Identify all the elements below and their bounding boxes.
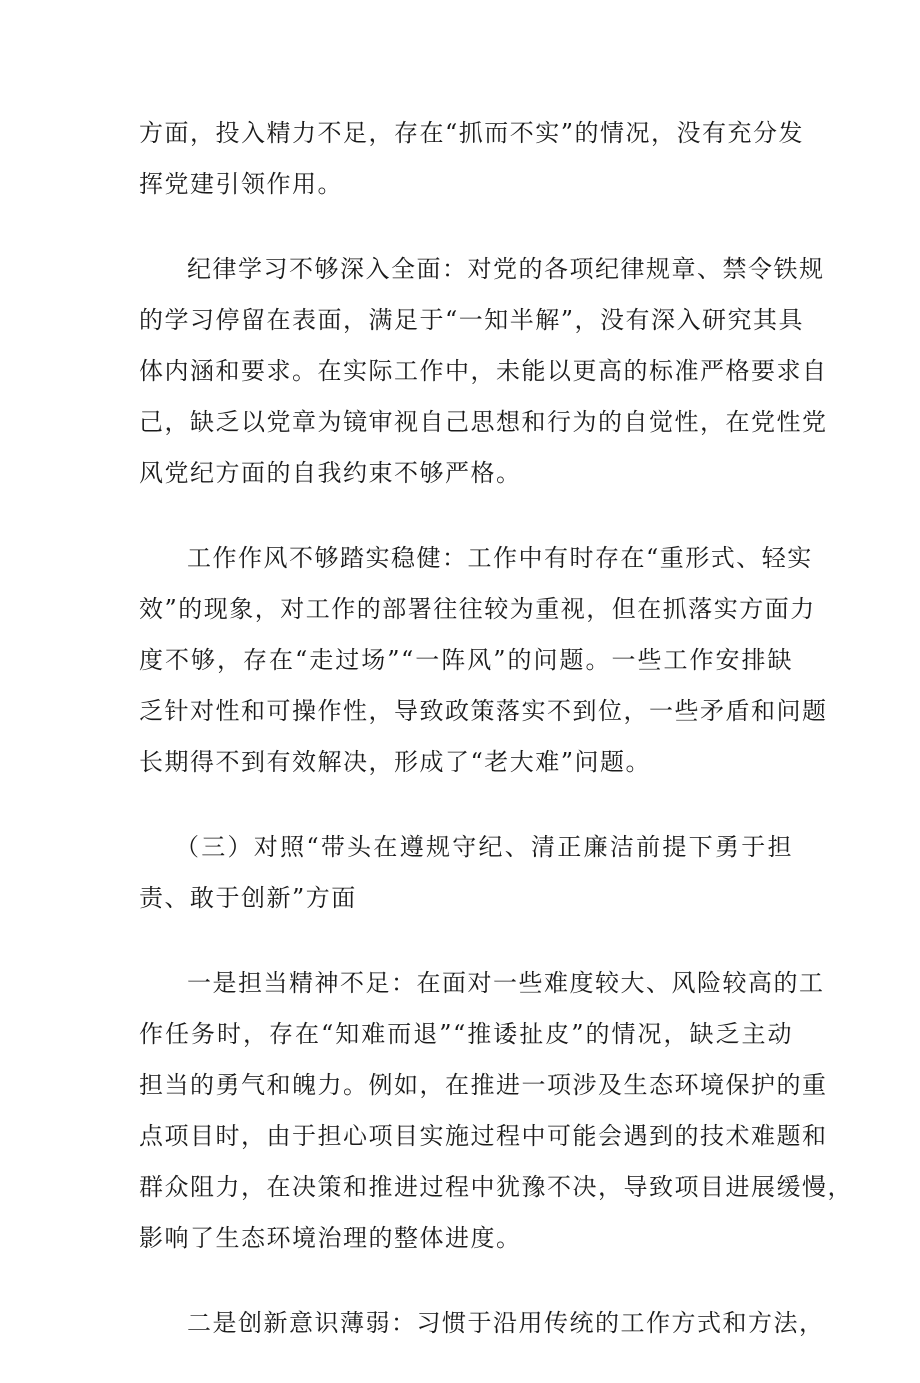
paragraph	[139, 108, 805, 210]
text-line: 点项目时，由于担心项目实施过程中可能会遇到的技术难题和	[139, 1122, 828, 1150]
paragraph	[139, 533, 828, 788]
text-line: 担当的勇气和魄力。例如，在推进一项涉及生态环境保护的重	[139, 1071, 828, 1099]
text-line: 乏针对性和可操作性，导致政策落实不到位，一些矛盾和问题	[139, 697, 828, 725]
text-line: （三）对照“带头在遵规守纪、清正廉洁前提下勇于担	[175, 833, 793, 861]
text-line: 作任务时，存在“知难而退”“推诿扯皮”的情况，缺乏主动	[139, 1020, 793, 1048]
text-line: 一是担当精神不足：在面对一些难度较大、风险较高的工	[187, 969, 825, 997]
text-line: 群众阻力，在决策和推进过程中犹豫不决，导致项目进展缓慢，	[139, 1173, 853, 1201]
text-line: 工作作风不够踏实稳健：工作中有时存在“重形式、轻实	[187, 544, 813, 572]
text-line: 责、敢于创新”方面	[139, 884, 357, 912]
paragraph	[139, 958, 853, 1264]
section-heading	[139, 822, 793, 924]
text-line: 二是创新意识薄弱：习惯于沿用传统的工作方式和方法，	[187, 1309, 825, 1337]
text-line: 度不够，存在“走过场”“一阵风”的问题。一些工作安排缺	[139, 646, 793, 674]
text-line: 影响了生态环境治理的整体进度。	[139, 1224, 522, 1252]
text-line: 己，缺乏以党章为镜审视自己思想和行为的自觉性，在党性党	[139, 408, 828, 436]
document-body	[139, 108, 853, 1383]
text-line: 风党纪方面的自我约束不够严格。	[139, 459, 522, 487]
text-line: 长期得不到有效解决，形成了“老大难”问题。	[139, 748, 652, 776]
text-line: 挥党建引领作用。	[139, 170, 343, 198]
paragraph	[139, 1298, 825, 1349]
paragraph	[139, 244, 828, 499]
text-line: 效”的现象，对工作的部署往往较为重视，但在抓落实方面力	[139, 595, 816, 623]
text-line: 方面，投入精力不足，存在“抓而不实”的情况，没有充分发	[139, 119, 805, 147]
text-line: 纪律学习不够深入全面：对党的各项纪律规章、禁令铁规	[187, 255, 825, 283]
text-line: 的学习停留在表面，满足于“一知半解”，没有深入研究其具	[139, 306, 805, 334]
text-line: 体内涵和要求。在实际工作中，未能以更高的标准严格要求自	[139, 357, 828, 385]
